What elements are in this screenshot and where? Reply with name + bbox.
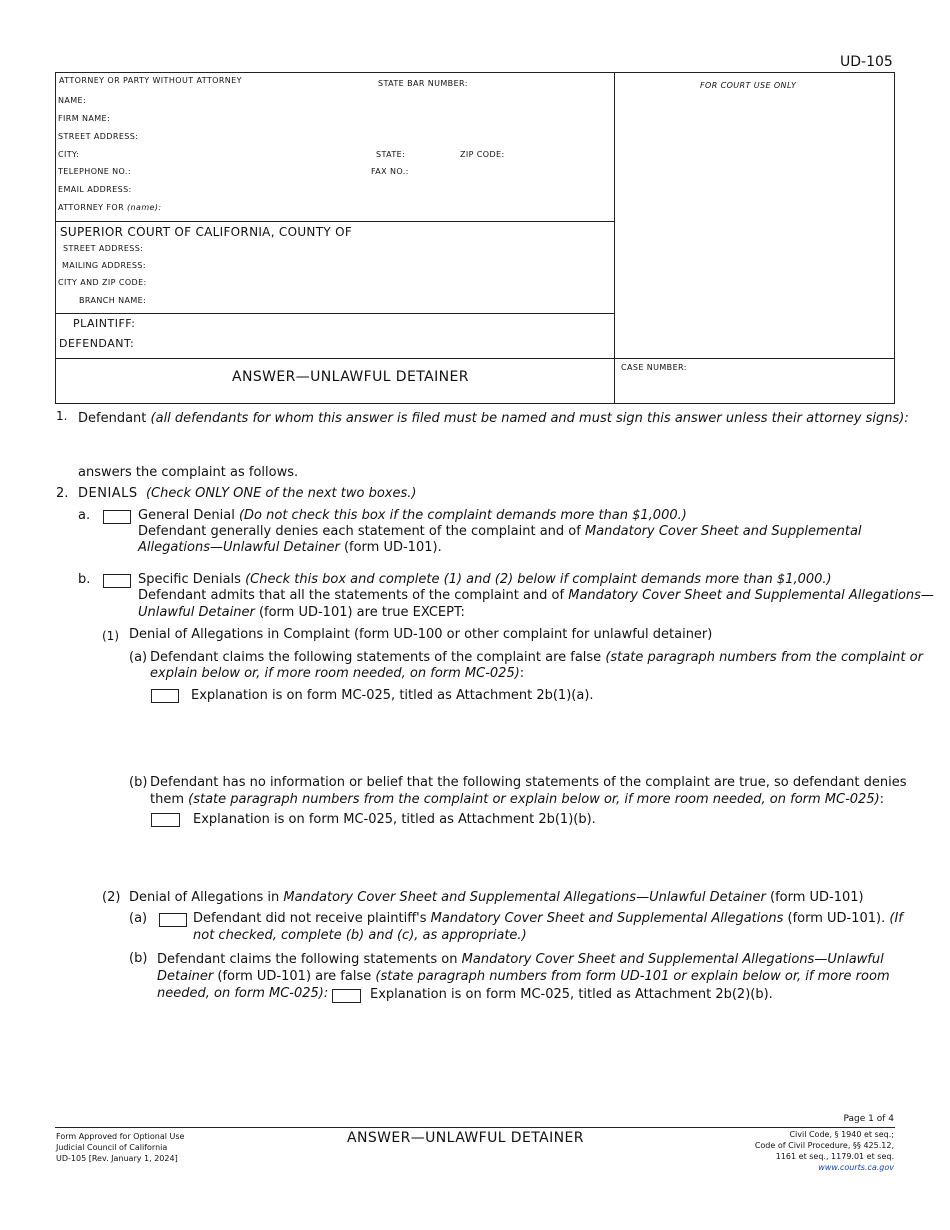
item2b1b-letter: (b) <box>129 775 148 790</box>
court-title: SUPERIOR COURT OF CALIFORNIA, COUNTY OF <box>60 225 353 239</box>
item2b1a-hint2-end: : <box>519 666 525 681</box>
item2b1a-hint1: (state paragraph numbers from the complaint or <box>605 650 923 665</box>
defendant-label: DEFENDANT: <box>59 337 135 350</box>
item2b1a-text: Defendant claims the following statements of the complaint are false <box>150 650 602 665</box>
footer-divider <box>55 1127 895 1128</box>
item2b2b-ital1: Mandatory Cover Sheet and Supplemental Allegations—Unlawful <box>461 952 884 967</box>
item2b2-title-ital: Mandatory Cover Sheet and Supplemental Allegations—Unlawful Detainer <box>283 890 766 905</box>
citation-line2: Code of Civil Procedure, §§ 425.12, <box>754 1141 894 1150</box>
item2b2a-line2: not checked, complete (b) and (c), as appropriate.) <box>193 928 527 943</box>
footer-citations <box>755 1129 894 1173</box>
state-bar-label: STATE BAR NUMBER: <box>378 79 468 88</box>
case-number-label: CASE NUMBER: <box>621 363 687 372</box>
item2b2-number: (2) <box>102 890 121 905</box>
zip-label: ZIP CODE: <box>460 150 505 159</box>
item2-number: 2. <box>56 486 69 501</box>
item1-number: 1. <box>56 409 68 423</box>
item2b2b-ital2: Detainer <box>157 969 214 984</box>
item2b1b-text2: them <box>150 792 184 807</box>
city-label: CITY: <box>58 150 80 159</box>
attorney-for-label: ATTORNEY FOR <box>58 203 125 212</box>
approved-line2: Judicial Council of California <box>56 1143 168 1152</box>
item2b1-number: (1) <box>102 629 119 643</box>
item2b1a-hint2: explain below or, if more room needed, on form MC-025) <box>150 666 520 681</box>
item2b2a-line1 <box>193 910 903 927</box>
attorney-for-line <box>58 203 161 212</box>
item2b2a-hint1: (If <box>889 911 903 926</box>
specific-denials-hint: (Check this box and complete (1) and (2) below if complaint demands more than $1,000.) <box>245 572 832 587</box>
street-label: STREET ADDRESS: <box>58 132 139 141</box>
item2b2a-text: Defendant did not receive plaintiff's <box>193 911 427 926</box>
item2b2-title <box>129 889 864 906</box>
email-label: EMAIL ADDRESS: <box>58 185 132 194</box>
attachment-2b2b-checkbox[interactable] <box>332 989 361 1003</box>
name-label: NAME: <box>58 96 87 105</box>
court-branch-label: BRANCH NAME: <box>79 296 147 305</box>
document-title: ANSWER—UNLAWFUL DETAINER <box>232 369 469 385</box>
item2b2b-line1 <box>157 951 884 968</box>
general-denial-line1 <box>138 523 862 540</box>
item2b2-title-end: (form UD-101) <box>770 890 864 905</box>
item2b1-title: Denial of Allegations in Complaint (form UD-100 or other complaint for unlawful detainer) <box>129 627 713 642</box>
general-denial-line2-text: (form UD-101). <box>343 540 442 555</box>
attachment-2b1a-label: Explanation is on form MC-025, titled as Attachment 2b(1)(a). <box>191 688 594 703</box>
item2b2b-letter: (b) <box>129 951 148 966</box>
item2b2b-text2: (form UD-101) are false <box>217 969 372 984</box>
item1-answers: answers the complaint as follows. <box>78 465 299 480</box>
court-city-label: CITY AND ZIP CODE: <box>58 278 147 287</box>
specific-denials-line2-ital: Unlawful Detainer <box>138 605 255 620</box>
item2b1a-line2 <box>150 665 524 682</box>
form-id: UD-105 <box>840 54 893 70</box>
approved-line1: Form Approved for Optional Use <box>56 1132 185 1141</box>
page-number: Page 1 of 4 <box>843 1114 894 1124</box>
attorney-for-hint: (name): <box>127 203 162 212</box>
item2b1b-line1: Defendant has no information or belief that the following statements of the complaint are true, so defendant denies <box>150 775 907 790</box>
specific-denials-checkbox[interactable] <box>103 574 131 588</box>
specific-denials-line1-text: Defendant admits that all the statements of the complaint and of <box>138 588 565 603</box>
fax-label: FAX NO.: <box>371 167 409 176</box>
general-denial-line2-ital: Allegations—Unlawful Detainer <box>138 540 340 555</box>
approved-line3: UD-105 [Rev. January 1, 2024] <box>56 1154 178 1163</box>
item1-label: Defendant <box>78 411 147 426</box>
attachment-2b1a-checkbox[interactable] <box>151 689 179 703</box>
specific-denials-heading <box>138 571 832 588</box>
specific-denials-line2 <box>138 604 465 621</box>
court-mailing-label: MAILING ADDRESS: <box>62 261 146 270</box>
court-street-label: STREET ADDRESS: <box>63 244 144 253</box>
general-denial-hint: (Do not check this box if the complaint demands more than $1,000.) <box>238 508 687 523</box>
footer-title: ANSWER—UNLAWFUL DETAINER <box>347 1130 584 1146</box>
specific-denials-line1 <box>138 587 934 604</box>
item2b2b-line3: needed, on form MC-025): <box>157 986 329 1001</box>
general-denial-line2 <box>138 539 442 556</box>
phone-label: TELEPHONE NO.: <box>58 167 131 176</box>
firm-label: FIRM NAME: <box>58 114 111 123</box>
general-denial-line1-ital: Mandatory Cover Sheet and Supplemental <box>584 524 862 539</box>
general-denial-title: General Denial <box>138 508 235 523</box>
item2b2a-text2: (form UD-101). <box>787 911 886 926</box>
specific-denials-line2-text: (form UD-101) are true EXCEPT: <box>258 605 465 620</box>
item2b2b-text1: Defendant claims the following statements on <box>157 952 458 967</box>
item2-hint: (Check ONLY ONE of the next two boxes.) <box>145 486 417 501</box>
court-use-label: FOR COURT USE ONLY <box>700 81 797 90</box>
item2a-letter: a. <box>78 508 91 523</box>
footer-approval <box>56 1131 184 1164</box>
did-not-receive-checkbox[interactable] <box>159 913 187 927</box>
citation-line3: 1161 et seq., 1179.01 et seq. <box>775 1152 894 1161</box>
item2b2b-line2 <box>157 968 890 985</box>
item2b2a-letter: (a) <box>129 911 148 926</box>
item2-title: DENIALS <box>78 486 138 501</box>
item2b1b-hint: (state paragraph numbers from the complaint or explain below or, if more room needed, on form MC-025) <box>188 792 880 807</box>
state-label: STATE: <box>376 150 406 159</box>
attachment-2b1b-label: Explanation is on form MC-025, titled as Attachment 2b(1)(b). <box>193 812 596 827</box>
attachment-2b2b-label: Explanation is on form MC-025, titled as Attachment 2b(2)(b). <box>370 987 773 1002</box>
item2b1b-line2 <box>150 791 884 808</box>
plaintiff-label: PLAINTIFF: <box>73 317 136 330</box>
specific-denials-line1-ital: Mandatory Cover Sheet and Supplemental Allegations— <box>568 588 934 603</box>
item2b2-title-text: Denial of Allegations in <box>129 890 280 905</box>
general-denial-line1-text: Defendant generally denies each statement of the complaint and of <box>138 524 581 539</box>
general-denial-checkbox[interactable] <box>103 510 131 524</box>
item2b1a-letter: (a) <box>129 650 148 665</box>
courts-link[interactable]: www.courts.ca.gov <box>818 1163 894 1172</box>
citation-line1: Civil Code, § 1940 et seq.; <box>789 1130 894 1139</box>
attachment-2b1b-checkbox[interactable] <box>151 813 180 827</box>
item1-text <box>78 410 909 427</box>
item2b1a-line1 <box>150 649 923 666</box>
attorney-label: ATTORNEY OR PARTY WITHOUT ATTORNEY <box>59 76 242 85</box>
item2b1b-hint-end: : <box>879 792 885 807</box>
item2b2b-hint1: (state paragraph numbers from form UD-101 or explain below or, if more room <box>375 969 890 984</box>
item2b2a-ital: Mandatory Cover Sheet and Supplemental Allegations <box>430 911 784 926</box>
item2b-letter: b. <box>78 572 91 587</box>
item2-heading <box>78 485 416 502</box>
specific-denials-title: Specific Denials <box>138 572 241 587</box>
item1-hint: (all defendants for whom this answer is filed must be named and must sign this answer unless their attorney signs): <box>150 411 909 426</box>
general-denial-heading <box>138 507 687 524</box>
